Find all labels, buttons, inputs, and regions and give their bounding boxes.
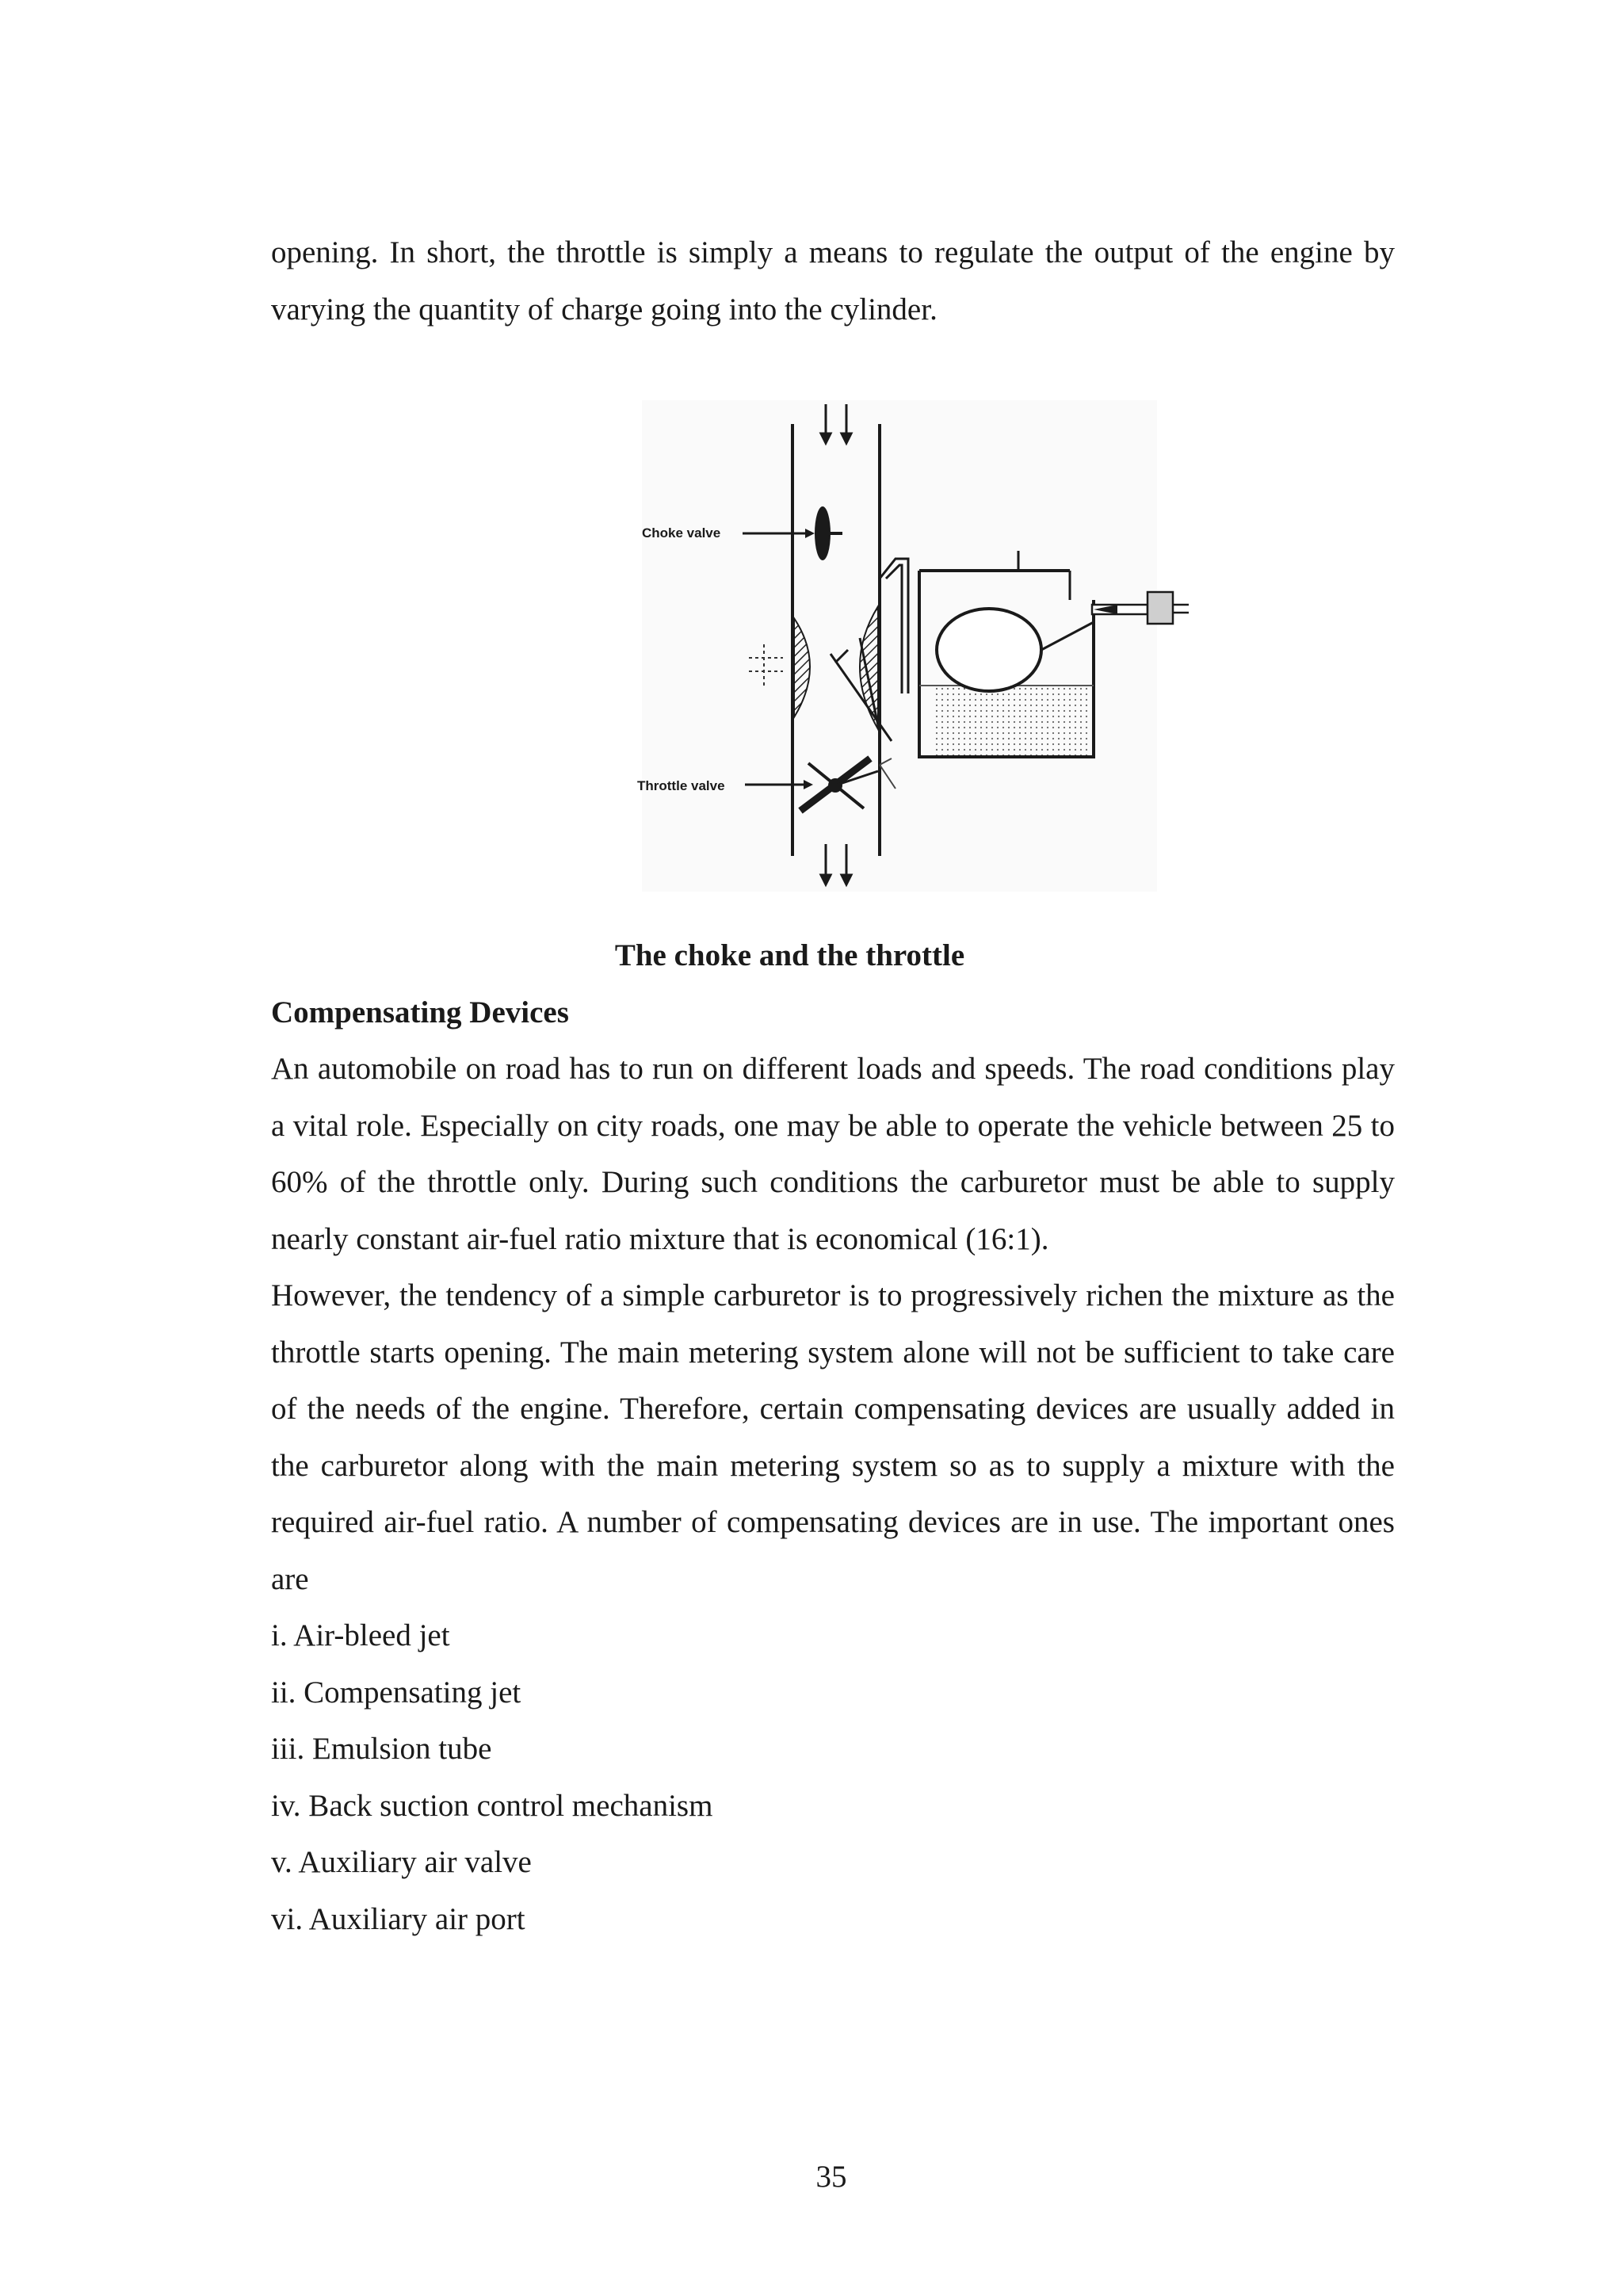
list-item: iii. Emulsion tube xyxy=(271,1732,492,1766)
carburetor-diagram xyxy=(618,392,1189,904)
float-icon xyxy=(937,609,1041,691)
figure-caption xyxy=(0,927,1623,984)
section-heading: Compensating Devices xyxy=(271,995,569,1030)
page-number-text: 35 xyxy=(815,2160,847,2194)
throttle-valve-label: Throttle valve xyxy=(637,778,725,793)
list-item: v. Auxiliary air valve xyxy=(271,1845,532,1879)
list-item: vi. Auxiliary air port xyxy=(271,1901,525,1936)
scan-background xyxy=(642,400,1157,892)
compensating-devices-list xyxy=(271,1607,712,1947)
section-body xyxy=(271,1041,1395,1607)
list-item: i. Air-bleed jet xyxy=(271,1618,450,1652)
list-item: iv. Back suction control mechanism xyxy=(271,1788,713,1823)
body-paragraph-2: However, the tendency of a simple carburetor is to progressively richen the mixture as the throttle starts opening. The main metering system alone will not be sufficient to take care of the needs of the engine. Therefore, certain compensating devices are usually added in the carburetor along with the main metering system so as to supply a mixture with the required air-fuel ratio. A number of compensating devices are in use. The important ones are xyxy=(271,1278,1395,1596)
choke-valve-label: Choke valve xyxy=(642,525,721,541)
list-item: ii. Compensating jet xyxy=(271,1675,521,1710)
figure-caption-text: The choke and the throttle xyxy=(614,938,965,972)
page-number xyxy=(0,2153,1623,2201)
intro-paragraph: opening. In short, the throttle is simply a means to regulate the output of the engine by varying the quantity of charge going into the cylinder. xyxy=(271,235,1395,327)
body-paragraph-1: An automobile on road has to run on different loads and speeds. The road conditions play a vital role. Especially on city roads, one may be able to operate the vehicle between 25 to 60% of the throttle only. During such conditions the carburetor must be able to supply nearly constant air-fuel ratio mixture that is economical (16:1). xyxy=(271,1052,1395,1256)
